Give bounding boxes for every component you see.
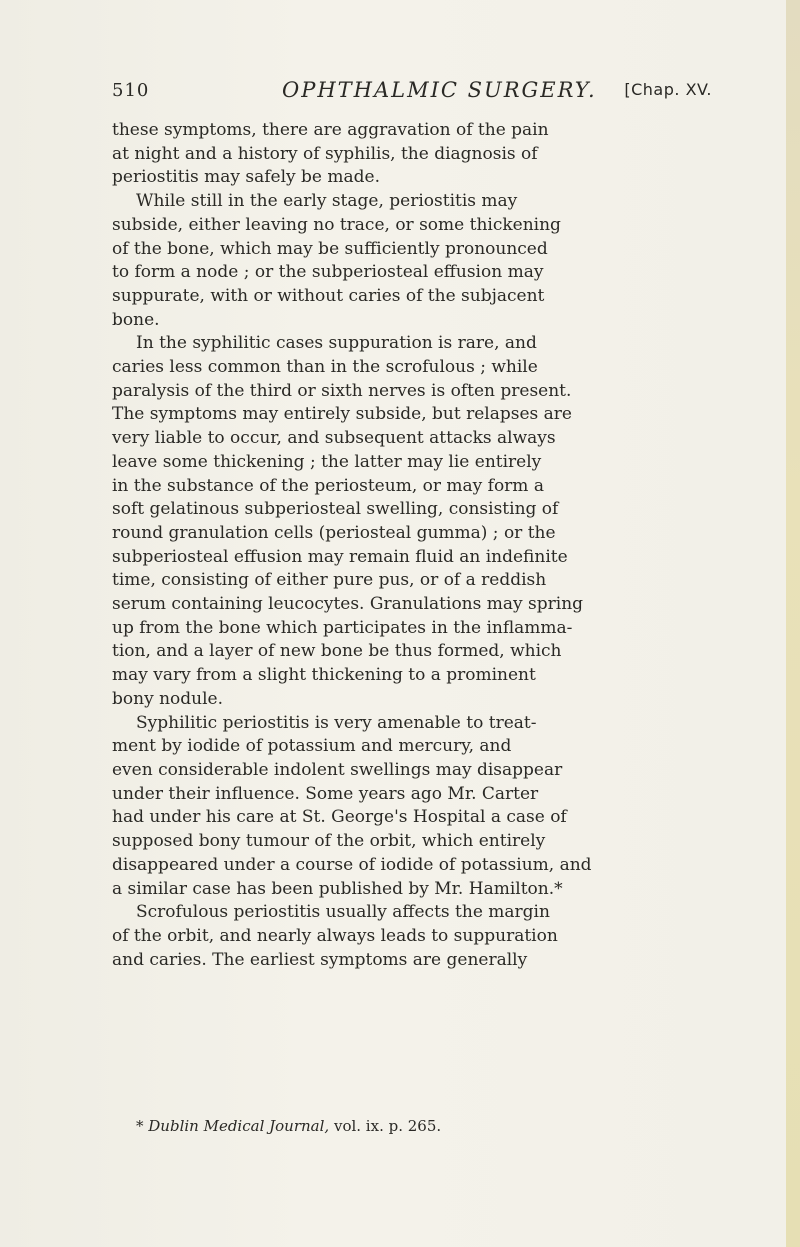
text-line: Scrofulous periostitis usually affects the margin — [136, 902, 550, 923]
text-line: caries less common than in the scrofulous ; while — [112, 357, 538, 378]
footnote — [136, 1117, 441, 1135]
text-line: may vary from a slight thickening to a prominent — [112, 665, 536, 686]
text-line: these symptoms, there are aggravation of the pain — [112, 120, 549, 140]
text-line: Syphilitic periostitis is very amenable to treat- — [136, 712, 537, 733]
text-line: and caries. The earliest symptoms are generally — [112, 949, 528, 970]
text-line: paralysis of the third or sixth nerves is often present. — [112, 380, 572, 401]
text-line: to form a node ; or the subperiosteal effusion may — [112, 262, 544, 283]
text-line: a similar case has been published by Mr. Hamilton.* — [112, 878, 563, 899]
text-line: at night and a history of syphilis, the diagnosis of — [112, 143, 538, 164]
text-line: While still in the early stage, periostitis may — [136, 191, 518, 212]
page-number: 510 — [112, 80, 150, 101]
text-line: even considerable indolent swellings may disappear — [112, 759, 563, 780]
text-line: time, consisting of either pure pus, or of a reddish — [112, 570, 547, 591]
running-header — [112, 80, 712, 110]
text-line: bony nodule. — [112, 688, 223, 709]
text-line: up from the bone which participates in the inflamma- — [112, 617, 573, 638]
text-line: serum containing leucocytes. Granulations may spring — [112, 594, 584, 615]
text-line: periostitis may safely be made. — [112, 167, 380, 188]
text-line: In the syphilitic cases suppuration is rare, and — [136, 333, 537, 354]
text-line: The symptoms may entirely subside, but relapses are — [112, 404, 572, 425]
text-line: subside, either leaving no trace, or some thickening — [112, 214, 561, 235]
text-line: supposed bony tumour of the orbit, which entirely — [112, 831, 546, 852]
text-line: round granulation cells (periosteal gumma) ; or the — [112, 522, 556, 543]
text-line: leave some thickening ; the latter may lie entirely — [112, 451, 542, 472]
text-line: disappeared under a course of iodide of potassium, and — [112, 854, 592, 875]
text-line: of the bone, which may be sufficiently pronounced — [112, 238, 548, 259]
text-line: had under his care at St. George's Hospital a case of — [112, 807, 567, 828]
running-title: OPHTHALMIC SURGERY. — [282, 78, 597, 102]
text-line: subperiosteal effusion may remain fluid an indefinite — [112, 546, 568, 567]
text-line: suppurate, with or without caries of the subjacent — [112, 285, 545, 306]
page-edge — [786, 0, 800, 1247]
text-line: under their influence. Some years ago Mr. Carter — [112, 783, 539, 804]
footnote-marker: * — [136, 1117, 144, 1135]
text-line: bone. — [112, 309, 160, 330]
text-line: very liable to occur, and subsequent attacks always — [112, 428, 556, 449]
text-line: tion, and a layer of new bone be thus formed, which — [112, 641, 562, 662]
text-line: ment by iodide of potassium and mercury, and — [112, 736, 512, 757]
text-line: in the substance of the periosteum, or may form a — [112, 475, 544, 496]
text-line: soft gelatinous subperiosteal swelling, consisting of — [112, 499, 559, 520]
footnote-reference: vol. ix. p. 265. — [333, 1117, 442, 1135]
footnote-journal: Dublin Medical Journal, — [148, 1117, 330, 1135]
text-line: of the orbit, and nearly always leads to suppuration — [112, 925, 558, 946]
body-text — [112, 119, 712, 972]
chapter-label: [Chap. XV. — [624, 80, 712, 99]
